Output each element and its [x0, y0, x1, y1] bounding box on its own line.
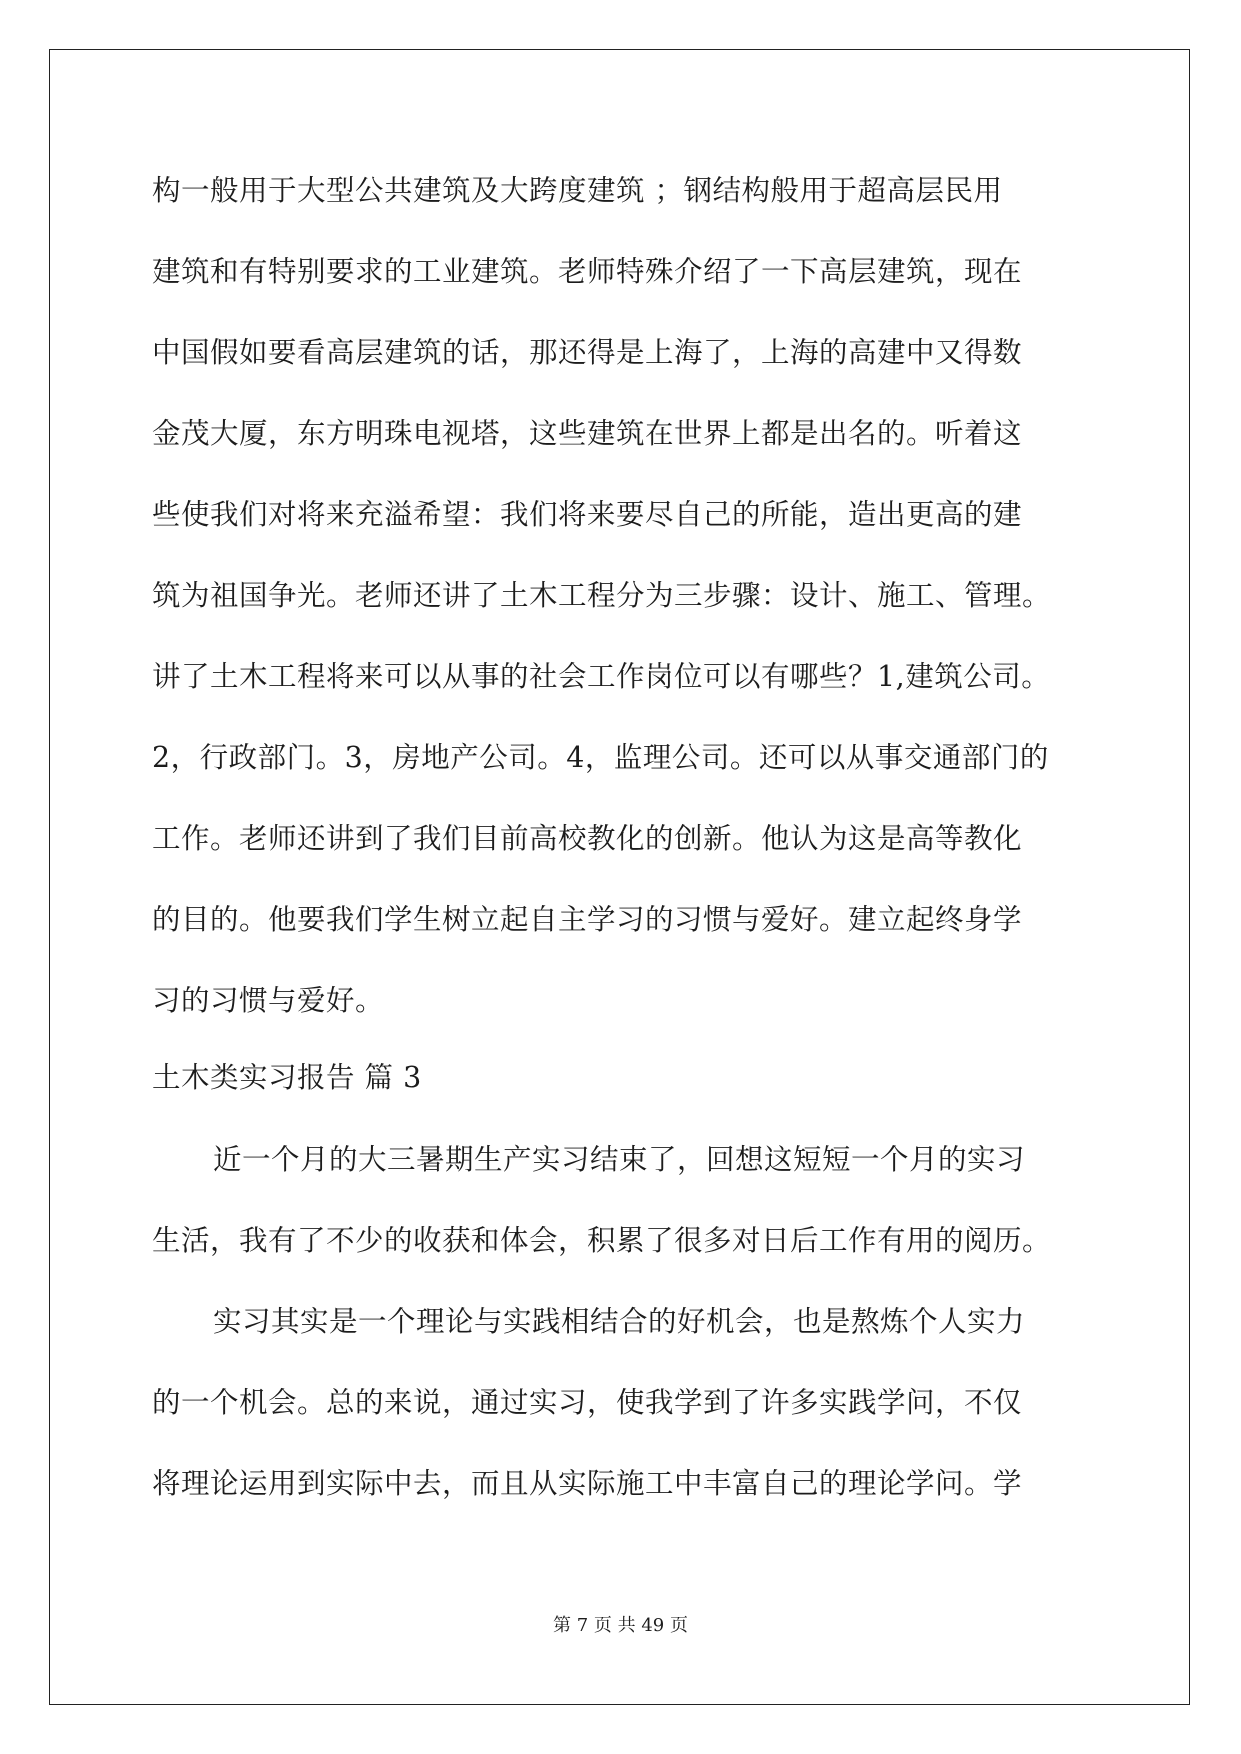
- text-line: 中国假如要看高层建筑的话，那还得是上海了，上海的高建中又得数: [152, 336, 1023, 369]
- text-line: 生活，我有了不少的收获和体会，积累了很多对日后工作有用的阅历。: [152, 1224, 1052, 1257]
- text-line: 建筑和有特别要求的工业建筑。老师特殊介绍了一下高层建筑，现在: [152, 255, 1023, 288]
- text-line: 的一个机会。总的来说，通过实习，使我学到了许多实践学问，不仅: [152, 1386, 1023, 1419]
- page-border: [49, 49, 1190, 1705]
- text-line: 些使我们对将来充溢希望：我们将来要尽自己的所能，造出更高的建: [152, 498, 1023, 531]
- text-line: 筑为祖国争光。老师还讲了土木工程分为三步骤：设计、施工、管理。: [152, 579, 1052, 612]
- text-line: 构一般用于大型公共建筑及大跨度建筑 ；钢结构般用于超高层民用: [152, 174, 1003, 207]
- text-line: 近一个月的大三暑期生产实习结束了，回想这短短一个月的实习: [213, 1143, 1026, 1176]
- page-number-footer: 第 7 页 共 49 页: [553, 1615, 688, 1636]
- text-line: 讲了土木工程将来可以从事的社会工作岗位可以有哪些？1,建筑公司。: [152, 660, 1051, 693]
- text-line: 的目的。他要我们学生树立起自主学习的习惯与爱好。建立起终身学: [152, 903, 1023, 936]
- text-line: 金茂大厦，东方明珠电视塔，这些建筑在世界上都是出名的。听着这: [152, 417, 1023, 450]
- text-line: 2，行政部门。3，房地产公司。4，监理公司。还可以从事交通部门的: [152, 741, 1049, 774]
- section-heading: 土木类实习报告 篇 3: [152, 1061, 422, 1094]
- text-line: 实习其实是一个理论与实践相结合的好机会，也是熬炼个人实力: [213, 1305, 1026, 1338]
- text-line: 习的习惯与爱好。: [152, 984, 385, 1017]
- text-line: 将理论运用到实际中去，而且从实际施工中丰富自己的理论学问。学: [152, 1467, 1023, 1500]
- text-line: 工作。老师还讲到了我们目前高校教化的创新。他认为这是高等教化: [152, 822, 1023, 855]
